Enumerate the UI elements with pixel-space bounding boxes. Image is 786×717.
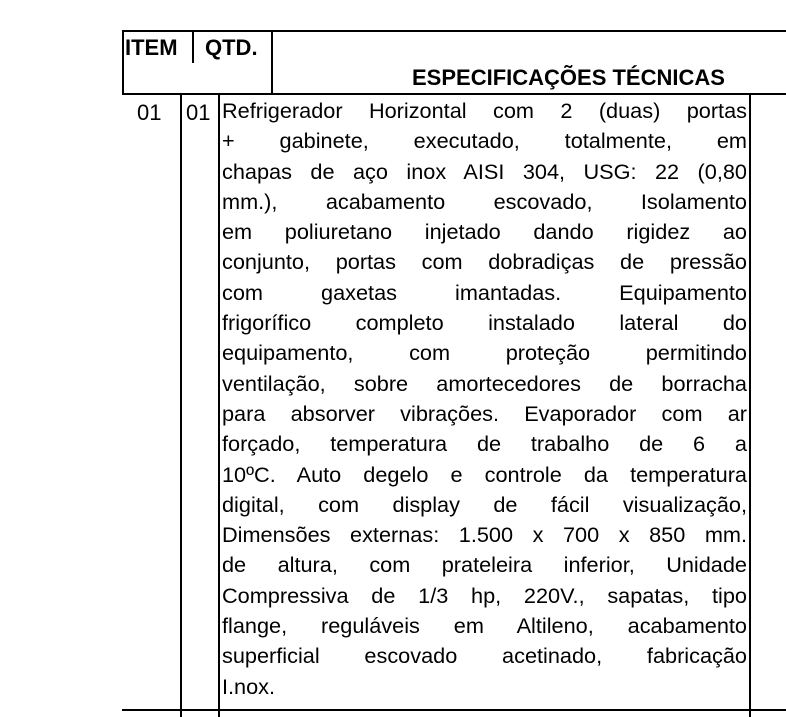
header-qtd-label: QTD. [205, 35, 258, 60]
description-line: + gabinete, executado, totalmente, em [222, 128, 747, 154]
spec-column-right-border [749, 94, 751, 717]
description-line: Dimensões externas: 1.500 x 700 x 850 mm. [222, 522, 747, 548]
row-bottom-border [122, 709, 786, 711]
table-top-border [122, 30, 786, 32]
description-line: 10ºC. Auto degelo e controle da temperatura [222, 461, 747, 487]
description-line: digital, com display de fácil visualização, [222, 491, 747, 517]
item-column-divider-body [180, 94, 182, 717]
item-column-divider-header [192, 30, 194, 63]
description-line: equipamento, com proteção permitindo [222, 340, 747, 366]
description-line: flange, reguláveis em Altileno, acabamento [222, 613, 747, 639]
qtd-column-divider [271, 30, 273, 94]
table-left-border [122, 30, 124, 94]
description-line: mm.), acabamento escovado, Isolamento [222, 188, 747, 214]
description-line: conjunto, portas com dobradiças de pressão [222, 249, 747, 275]
header-bottom-border [122, 93, 786, 95]
qtd-column-divider-body [218, 94, 220, 717]
row-description [222, 96, 747, 702]
description-line: de altura, com prateleira inferior, Unidade [222, 552, 747, 578]
header-item-label: ITEM [125, 35, 178, 60]
description-line: para absorver vibrações. Evaporador com ar [222, 400, 747, 426]
description-line: superficial escovado acetinado, fabricação [222, 643, 747, 669]
description-line: I.nox. [222, 673, 276, 699]
description-line: frigorífico completo instalado lateral do [222, 310, 747, 336]
description-line: Compressiva de 1/3 hp, 220V., sapatas, tipo [222, 582, 747, 608]
description-line: com gaxetas imantadas. Equipamento [222, 279, 747, 305]
description-line: Refrigerador Horizontal com 2 (duas) portas [222, 98, 747, 123]
description-line: forçado, temperatura de trabalho de 6 a [222, 431, 747, 457]
row-item-number: 01 [137, 100, 162, 125]
description-line: chapas de aço inox AISI 304, USG: 22 (0,80 [222, 158, 747, 184]
description-line: ventilação, sobre amortecedores de borracha [222, 370, 747, 396]
description-line: em poliuretano injetado dando rigidez ao [222, 219, 747, 245]
row-qtd-value: 01 [186, 100, 211, 125]
header-spec-label: ESPECIFICAÇÕES TÉCNICAS [412, 65, 725, 90]
